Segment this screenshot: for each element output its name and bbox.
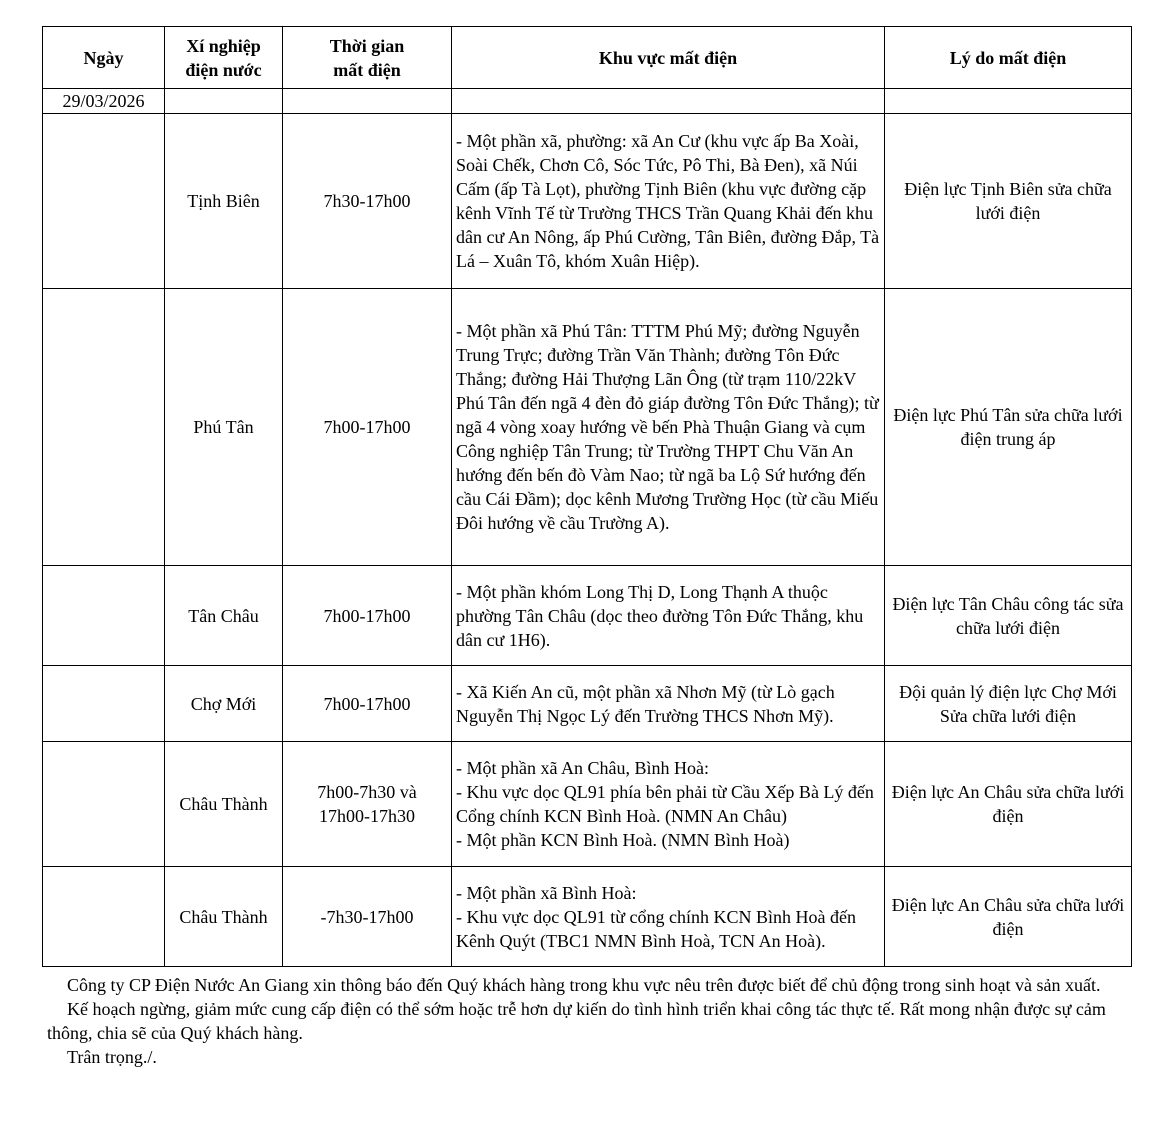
row-time-cell [283, 742, 452, 867]
row-area-cell [452, 566, 885, 666]
row-time-line: 7h30-17h00 [323, 191, 411, 211]
date-row-empty-cell [165, 89, 283, 114]
header-company [165, 27, 283, 89]
row-time-line: 7h00-7h30 và [317, 782, 417, 802]
table-row [43, 114, 1132, 289]
row-time-line: 17h00-17h30 [319, 806, 415, 826]
header-time-line1: Thời gian [329, 35, 405, 56]
row-reason-cell: Điện lực An Châu sửa chữa lưới điện [885, 742, 1132, 867]
row-time-cell [283, 114, 452, 289]
header-area: Khu vực mất điện [452, 27, 885, 89]
row-reason-cell: Điện lực Tịnh Biên sửa chữa lưới điện [885, 114, 1132, 289]
date-row-empty-cell [452, 89, 885, 114]
date-row [43, 89, 1132, 114]
row-area-cell [452, 867, 885, 967]
row-area-line: - Xã Kiến An cũ, một phần xã Nhơn Mỹ (từ Lò gạch Nguyễn Thị Ngọc Lý đến Trường THCS Nhơn Mỹ). [456, 681, 835, 726]
header-time-line2: mất điện [333, 59, 401, 80]
table-row [43, 666, 1132, 742]
row-company-cell: Chợ Mới [165, 666, 283, 742]
table-row [43, 566, 1132, 666]
row-area-cell [452, 114, 885, 289]
row-time-cell [283, 566, 452, 666]
power-outage-table [42, 26, 1132, 967]
row-area-line: - Một phần xã, phường: xã An Cư (khu vực ấp Ba Xoài, Soài Chếk, Chơn Cô, Sóc Tức, Pô Thi, Bà Đen), xã Núi Cấm (ấp Tà Lọt), phường Tịnh Biên (khu vực đường cặp kênh Vĩnh Tế từ Trường THCS Trần Quang Khải đến khu dân cư An Nông, ấp Phú Cường, Tân Biên, đường Đắp, Tà Lá – Xuân Tô, khóm Xuân Hiệp). [456, 131, 880, 271]
row-company-cell: Châu Thành [165, 867, 283, 967]
row-company-cell: Tịnh Biên [165, 114, 283, 289]
row-reason-cell: Điện lực An Châu sửa chữa lưới điện [885, 867, 1132, 967]
row-time-cell [283, 666, 452, 742]
row-time-line: 7h00-17h00 [323, 605, 411, 626]
notice-footer [47, 973, 1122, 1069]
row-area-line: - Một phần KCN Bình Hoà. (NMN Bình Hoà) [456, 830, 790, 850]
row-time-cell [283, 289, 452, 566]
date-row-empty-cell [885, 89, 1132, 114]
row-company-cell: Phú Tân [165, 289, 283, 566]
row-area-line: - Một phần khóm Long Thị D, Long Thạnh A thuộc phường Tân Châu (dọc theo đường Tôn Đức Thắng, khu dân cư 1H6). [456, 581, 864, 650]
row-date-cell [43, 114, 165, 289]
row-company-cell: Châu Thành [165, 742, 283, 867]
header-reason: Lý do mất điện [885, 27, 1132, 89]
header-company-line1: Xí nghiệp [186, 35, 261, 56]
header-date: Ngày [43, 27, 165, 89]
table-header-row [43, 27, 1132, 89]
footer-paragraph-2: Kế hoạch ngừng, giảm mức cung cấp điện có thể sớm hoặc trễ hơn dự kiến do tình hình triển khai công tác thực tế. Rất mong nhận được sự cảm thông, chia sẽ của Quý khách hàng. [47, 999, 1106, 1043]
row-time-cell [283, 867, 452, 967]
footer-paragraph-3: Trân trọng./. [67, 1047, 157, 1067]
row-area-cell [452, 742, 885, 867]
row-date-cell [43, 666, 165, 742]
row-reason-cell: Điện lực Tân Châu công tác sửa chữa lưới điện [885, 566, 1132, 666]
row-area-line: - Một phần xã Bình Hoà: [456, 882, 637, 903]
row-time-line: 7h00-17h00 [323, 417, 411, 437]
row-company-cell: Tân Châu [165, 566, 283, 666]
row-date-cell [43, 289, 165, 566]
row-area-line: - Khu vực dọc QL91 từ cổng chính KCN Bình Hoà đến Kênh Quýt (TBC1 NMN Bình Hoà, TCN An Hoà). [456, 906, 856, 951]
header-company-line2: điện nước [185, 59, 262, 80]
row-date-cell [43, 742, 165, 867]
row-reason-cell: Điện lực Phú Tân sửa chữa lưới điện trung áp [885, 289, 1132, 566]
table-row [43, 867, 1132, 967]
row-area-line: - Khu vực dọc QL91 phía bên phải từ Cầu Xếp Bà Lý đến Cổng chính KCN Bình Hoà. (NMN An Châu) [456, 782, 874, 826]
row-date-cell [43, 566, 165, 666]
header-time [283, 27, 452, 89]
row-time-line: 7h00-17h00 [323, 693, 411, 714]
date-cell: 29/03/2026 [43, 89, 165, 114]
row-area-line: - Một phần xã Phú Tân: TTTM Phú Mỹ; đường Nguyễn Trung Trực; đường Trần Văn Thành; đường Tôn Đức Thắng; đường Hải Thượng Lãn Ông (từ trạm 110/22kV Phú Tân đến ngã 4 đèn đỏ giáp đường Tôn Đức Thắng); từ ngã 4 vòng xoay hướng về bến Phà Thuận Giang và cụm Công nghiệp Tân Trung; từ Trường THPT Chu Văn An hướng đến bến đò Vàm Nao; từ ngã ba Lộ Sứ hướng đến cầu Cái Đầm); dọc kênh Mương Trường Học (từ cầu Miếu Đôi hướng về cầu Trường A). [456, 321, 879, 533]
row-reason-cell: Đội quản lý điện lực Chợ Mới Sửa chữa lưới điện [885, 666, 1132, 742]
table-row [43, 289, 1132, 566]
row-area-cell [452, 289, 885, 566]
row-area-line: - Một phần xã An Châu, Bình Hoà: [456, 758, 709, 778]
row-time-line: -7h30-17h00 [320, 906, 414, 927]
date-row-empty-cell [283, 89, 452, 114]
row-area-cell [452, 666, 885, 742]
table-row [43, 742, 1132, 867]
footer-paragraph-1: Công ty CP Điện Nước An Giang xin thông báo đến Quý khách hàng trong khu vực nêu trên được biết để chủ động trong sinh hoạt và sản xuất. [67, 975, 1101, 995]
row-date-cell [43, 867, 165, 967]
